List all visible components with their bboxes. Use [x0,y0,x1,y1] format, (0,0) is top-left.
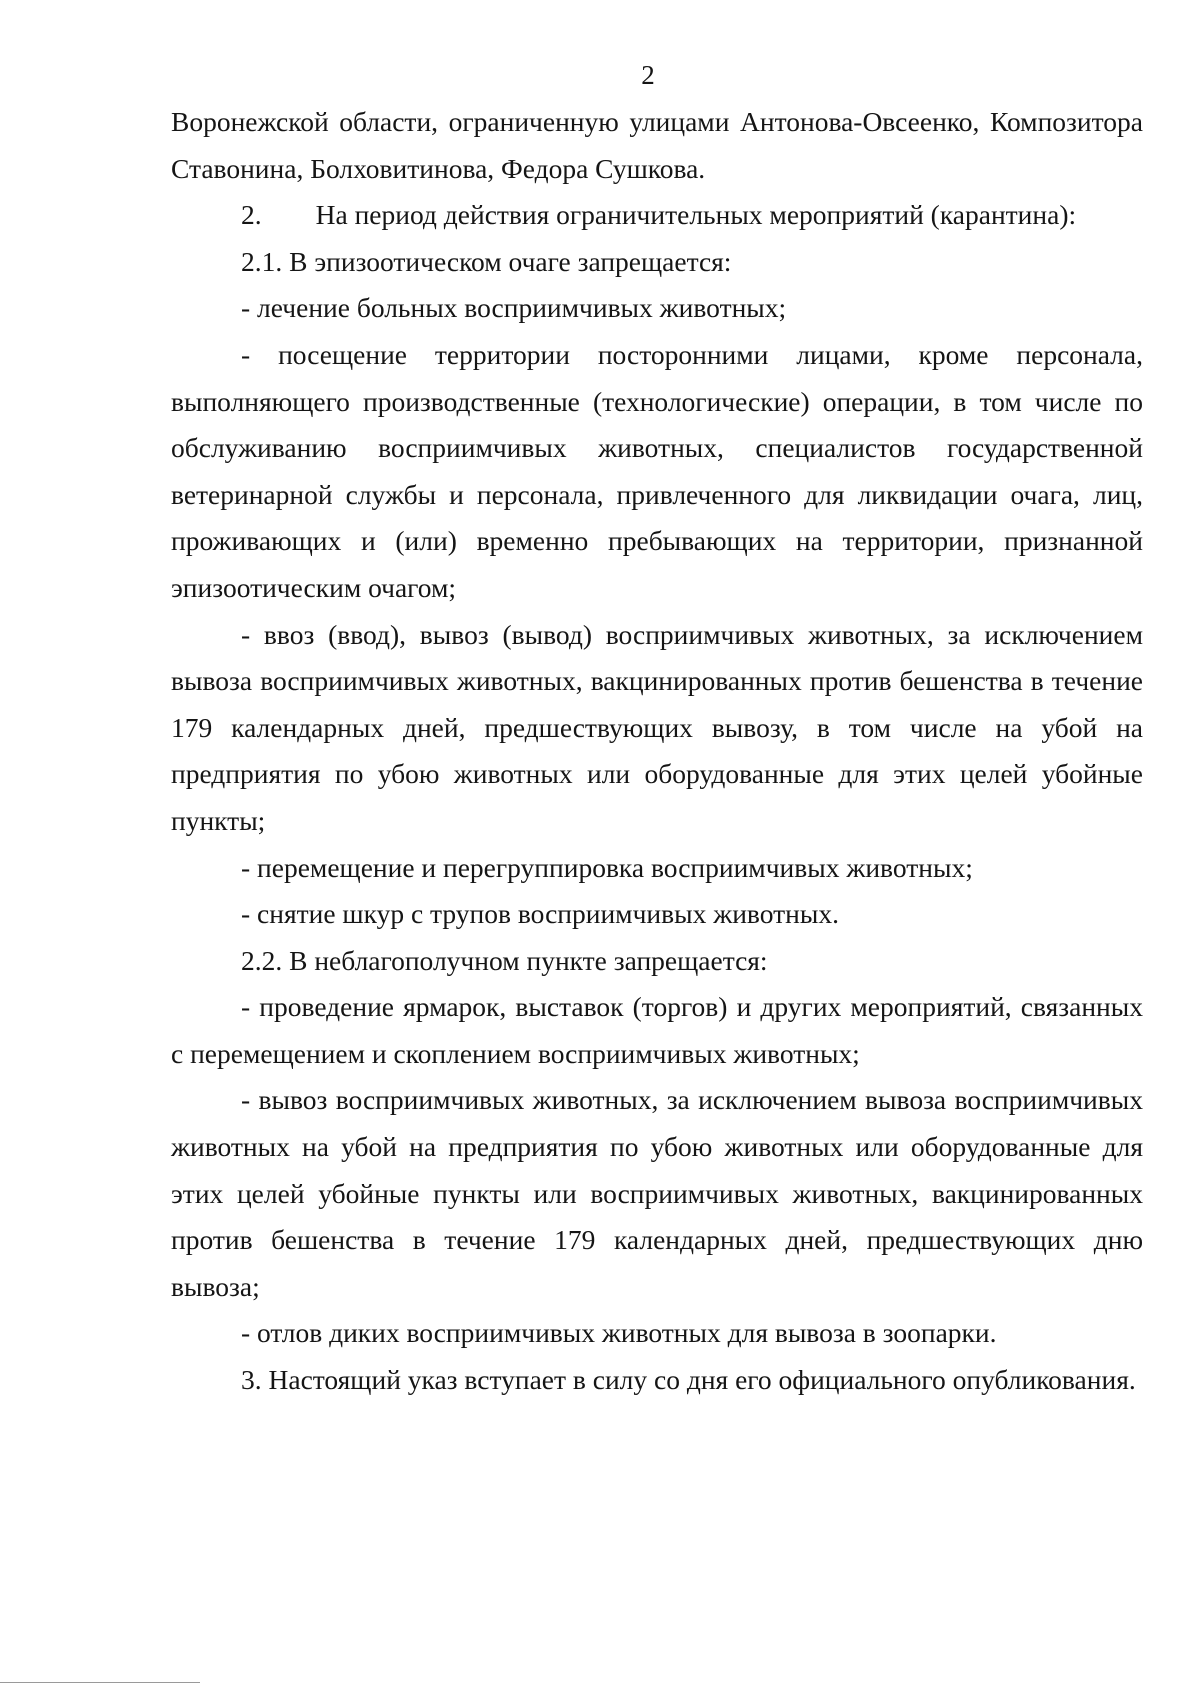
paragraph-list-item: - перемещение и перегруппировка восприимчивых животных; [241,851,973,883]
paragraph-list-item: - проведение ярмарок, выставок (торгов) и других мероприятий, связанных с перемещением и скоплением восприимчивых животных; [171,991,1143,1069]
document-body [171,99,1143,1404]
paragraph-list-item: - снятие шкур с трупов восприимчивых животных. [241,898,839,930]
item-number-3: 3. [241,1364,262,1396]
paragraph-list-item: - отлов диких восприимчивых животных для вывоза в зоопарки. [241,1317,997,1349]
paragraph-item-2 [171,192,1143,239]
paragraph-item-2-text: На период действия ограничительных мероприятий (карантина): [315,199,1077,231]
page-number: 2 [641,60,655,90]
paragraph-list-item: - ввоз (ввод), вывоз (вывод) восприимчивых животных, за исключением вывоза восприимчивых животных, вакцинированных против бешенства в течение 179 календарных дней, предшествующих вывозу, в том числе на убой на предприятия по убою животных или оборудованные для этих целей убойные пункты; [171,618,1143,836]
item-number-2: 2. [241,199,262,231]
paragraph-list-item: - лечение больных восприимчивых животных; [241,292,787,324]
paragraph-2-1-heading: 2.1. В эпизоотическом очаге запрещается: [241,245,732,277]
paragraph-continuation: Воронежской области, ограниченную улицами Антонова-Овсеенко, Композитора Ставонина, Болховитинова, Федора Сушкова. [171,106,1143,184]
paragraph-list-item: - вывоз восприимчивых животных, за исключением вывоза восприимчивых животных на убой на предприятия по убою животных или оборудованные для этих целей убойные пункты или восприимчивых животных, вакцинированных против бешенства в течение 179 календарных дней, предшествующих дню вывоза; [171,1084,1143,1302]
paragraph-list-item: - посещение территории посторонними лицами, кроме персонала, выполняющего производственные (технологические) операции, в том числе по обслуживанию восприимчивых животных, специалистов государственной ветеринарной службы и персонала, привлеченного для ликвидации очага, лиц, проживающих и (или) временно пребывающих на территории, признанной эпизоотическим очагом; [171,338,1143,603]
scan-edge-line [0,1682,200,1683]
paragraph-2-2-heading: 2.2. В неблагополучном пункте запрещается: [241,944,768,976]
paragraph-item-3 [171,1357,1143,1404]
paragraph-item-3-text: Настоящий указ вступает в силу со дня его официального опубликования. [268,1364,1136,1396]
